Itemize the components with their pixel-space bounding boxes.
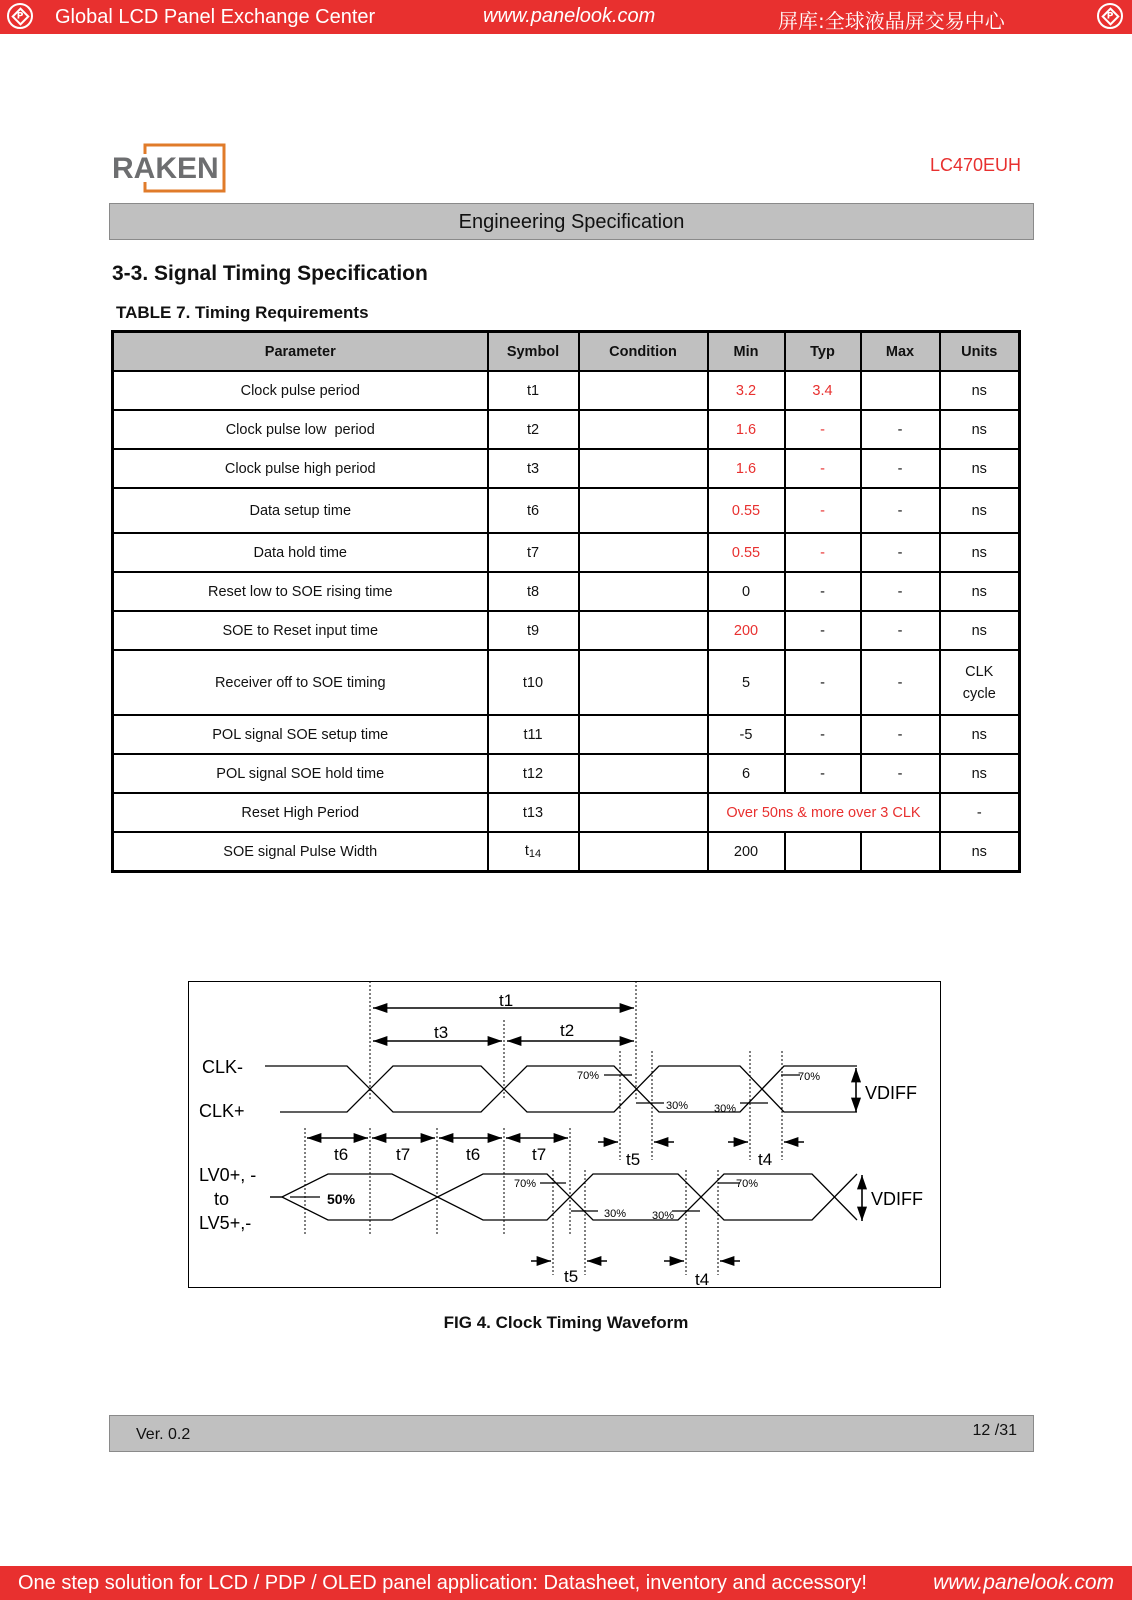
vdiff-label: VDIFF [871, 1189, 923, 1209]
min-cell: 0.55 [708, 488, 785, 533]
t2-label: t2 [560, 1021, 575, 1040]
bottom-banner-text: One step solution for LCD / PDP / OLED panel application: Datasheet, inventory and accessory! [18, 1572, 867, 1594]
parameter-cell: Data hold time [113, 533, 488, 572]
column-header: Parameter [113, 332, 488, 372]
t7-label: t7 [396, 1145, 411, 1164]
percent-30-label: 30% [652, 1210, 675, 1222]
banner-cn-text: 屏库:全球液晶屏交易中心 [778, 9, 1005, 33]
figure-caption: FIG 4. Clock Timing Waveform [443, 1313, 689, 1332]
percent-30-label: 30% [604, 1208, 627, 1220]
parameter-cell: Clock pulse period [113, 371, 488, 410]
min-cell: 3.2 [708, 371, 785, 410]
max-cell: - [861, 715, 940, 754]
parameter-cell: Data setup time [113, 488, 488, 533]
min-cell: -5 [708, 715, 785, 754]
typ-cell: - [785, 650, 861, 715]
parameter-cell: Clock pulse low period [113, 410, 488, 449]
column-header: Units [940, 332, 1020, 372]
percent-70-label: 70% [736, 1178, 759, 1190]
parameter-cell: Clock pulse high period [113, 449, 488, 488]
parameter-cell: Receiver off to SOE timing [113, 650, 488, 715]
threshold-ticks [290, 1075, 800, 1211]
typ-cell: - [785, 715, 861, 754]
parameter-cell: POL signal SOE hold time [113, 754, 488, 793]
symbol-cell: t11 [488, 715, 579, 754]
section-title: 3-3. Signal Timing Specification [112, 262, 428, 285]
page-number: 12 /31 [972, 1422, 1017, 1439]
max-cell: - [861, 754, 940, 793]
units-cell: ns [940, 754, 1020, 793]
t4-label: t4 [758, 1150, 773, 1169]
typ-cell: - [785, 611, 861, 650]
banner-left-text: Global LCD Panel Exchange Center [55, 6, 376, 28]
symbol-cell: $t_{14}$ [488, 832, 579, 872]
min-cell: 0 [708, 572, 785, 611]
spec-title-bar: Engineering Specification [109, 203, 1034, 240]
column-header: Min [708, 332, 785, 372]
units-cell: ns [940, 715, 1020, 754]
column-header: Condition [579, 332, 708, 372]
merged-value-cell: Over 50ns & more over 3 CLK [708, 793, 940, 832]
t5-label: t5 [626, 1150, 641, 1169]
lv-label-line2: to [214, 1189, 230, 1209]
units-cell: ns [940, 832, 1020, 872]
units-cell: ns [940, 533, 1020, 572]
lv-waveform [270, 1174, 857, 1220]
typ-cell: - [785, 410, 861, 449]
t6-label: t6 [466, 1145, 481, 1164]
max-cell: - [861, 533, 940, 572]
symbol-cell: t8 [488, 572, 579, 611]
column-header: Symbol [488, 332, 579, 372]
min-cell: 5 [708, 650, 785, 715]
t6-label: t6 [334, 1145, 349, 1164]
parameter-cell: SOE signal Pulse Width [113, 832, 488, 872]
typ-cell: - [785, 488, 861, 533]
percent-50-label: 50% [327, 1191, 356, 1207]
percent-30-label: 30% [714, 1103, 737, 1115]
parameter-cell: Reset High Period [113, 793, 488, 832]
typ-cell: - [785, 533, 861, 572]
t7-label: t7 [532, 1145, 547, 1164]
units-cell: ns [940, 371, 1020, 410]
min-cell: 6 [708, 754, 785, 793]
percent-70-label: 70% [577, 1070, 600, 1082]
parameter-cell: Reset low to SOE rising time [113, 572, 488, 611]
typ-cell: - [785, 754, 861, 793]
clk-waveform [265, 1066, 857, 1112]
lv-label-line3: LV5+,- [199, 1213, 252, 1233]
bottom-banner [0, 1566, 1132, 1600]
typ-cell: - [785, 449, 861, 488]
vdiff-label: VDIFF [865, 1083, 917, 1103]
max-cell: - [861, 572, 940, 611]
typ-cell: - [785, 572, 861, 611]
max-cell: - [861, 488, 940, 533]
panelook-logo-icon: P [7, 3, 33, 29]
lv-label-line1: LV0+, - [199, 1165, 257, 1185]
t3-label: t3 [434, 1023, 449, 1042]
symbol-cell: t9 [488, 611, 579, 650]
parameter-cell: SOE to Reset input time [113, 611, 488, 650]
symbol-cell: t7 [488, 533, 579, 572]
min-cell: 1.6 [708, 410, 785, 449]
symbol-cell: t13 [488, 793, 579, 832]
units-cell: ns [940, 611, 1020, 650]
t5-label: t5 [564, 1267, 579, 1286]
footer-bar [109, 1415, 1034, 1452]
symbol-cell: t2 [488, 410, 579, 449]
units-cell: ns [940, 449, 1020, 488]
percent-70-label: 70% [514, 1178, 537, 1190]
percent-70-label: 70% [798, 1071, 821, 1083]
max-cell: - [861, 410, 940, 449]
units-line-2: cycle [962, 685, 996, 702]
symbol-cell: t3 [488, 449, 579, 488]
banner-url-link[interactable]: www.panelook.com [483, 5, 656, 27]
symbol-cell: t10 [488, 650, 579, 715]
max-cell: - [861, 449, 940, 488]
parameter-cell: POL signal SOE setup time [113, 715, 488, 754]
typ-cell: 3.4 [785, 371, 861, 410]
symbol-cell: t1 [488, 371, 579, 410]
t1-label: t1 [499, 991, 514, 1010]
model-code: LC470EUH [930, 155, 1022, 175]
guide-lines [305, 981, 782, 1275]
units-cell: ns [940, 572, 1020, 611]
symbol-cell: t6 [488, 488, 579, 533]
panelook-logo-icon-right: P [1097, 3, 1123, 29]
min-cell: 200 [708, 832, 785, 872]
min-cell: 0.55 [708, 533, 785, 572]
t4-label: t4 [695, 1270, 710, 1289]
units-cell: ns [940, 410, 1020, 449]
clk-plus-label: CLK+ [199, 1101, 245, 1121]
units-cell: - [940, 793, 1020, 832]
percent-30-label: 30% [666, 1100, 689, 1112]
max-cell: - [861, 611, 940, 650]
symbol-cell: t12 [488, 754, 579, 793]
table-title: TABLE 7. Timing Requirements [116, 303, 369, 322]
units-cell: ns [940, 488, 1020, 533]
max-cell: - [861, 650, 940, 715]
units-line-1: CLK [965, 663, 994, 680]
svg-text:RAKEN: RAKEN [112, 152, 219, 185]
clk-minus-label: CLK- [202, 1057, 244, 1077]
column-header: Max [861, 332, 940, 372]
bottom-banner-url-link[interactable]: www.panelook.com [933, 1571, 1114, 1594]
version-text: Ver. 0.2 [136, 1426, 191, 1443]
column-header: Typ [785, 332, 861, 372]
min-cell: 200 [708, 611, 785, 650]
min-cell: 1.6 [708, 449, 785, 488]
